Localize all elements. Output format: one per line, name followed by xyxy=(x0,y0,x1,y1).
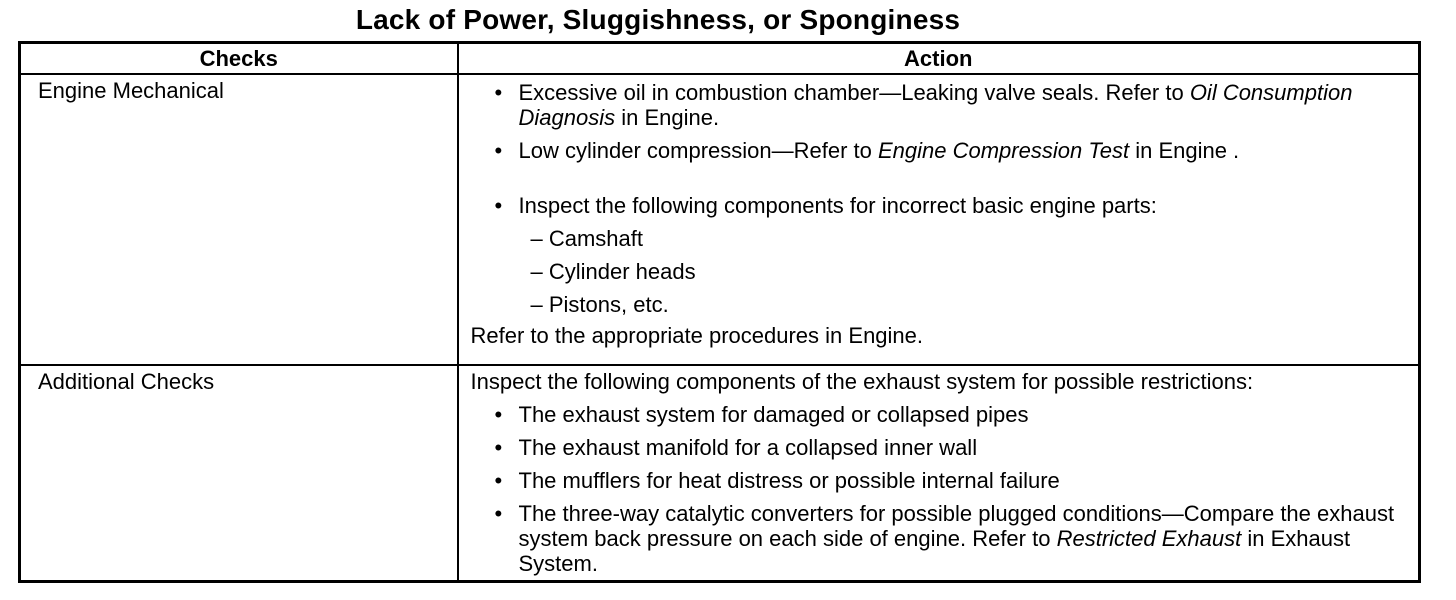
item-text: Inspect the following components for incorrect basic engine parts: xyxy=(518,193,1157,218)
bullet-icon: • xyxy=(494,402,503,427)
item-text: The three-way catalytic converters for possible plugged conditions—Compare the exhaust system back pressure on each side of engine. Refer to xyxy=(518,501,1395,551)
table-row xyxy=(20,74,1420,365)
item-text: Low cylinder compression—Refer to xyxy=(518,138,878,163)
table-header-row xyxy=(20,43,1420,75)
sub-item: – Camshaft xyxy=(530,226,643,251)
bullet-icon: • xyxy=(494,501,503,526)
list-item xyxy=(471,501,1409,576)
check-cell xyxy=(20,74,458,365)
item-text-suffix: in Engine. xyxy=(615,105,720,130)
item-text: The exhaust system for damaged or collapsed pipes xyxy=(518,402,1029,427)
sub-item: – Cylinder heads xyxy=(530,259,696,284)
checks-header: Checks xyxy=(20,43,458,75)
table-title: Lack of Power, Sluggishness, or Sponginess xyxy=(355,4,961,35)
action-header: Action xyxy=(458,43,1420,75)
check-label-additional-checks: Additional Checks xyxy=(38,369,215,394)
list-item xyxy=(471,435,1409,460)
list-item xyxy=(471,402,1409,427)
bullet-icon: • xyxy=(494,80,503,105)
list-item xyxy=(471,138,1409,163)
list-item xyxy=(471,80,1409,130)
item-text: Excessive oil in combustion chamber—Leaking valve seals. Refer to xyxy=(518,80,1190,105)
bullet-icon: • xyxy=(494,468,503,493)
item-reference: Restricted Exhaust xyxy=(1056,526,1242,551)
row-intro: Inspect the following components of the exhaust system for possible restrictions: xyxy=(470,369,1254,394)
list-item xyxy=(471,468,1409,493)
list-item xyxy=(471,193,1409,218)
diagnosis-table xyxy=(18,41,1421,583)
item-reference: Oil Consumption Diagnosis xyxy=(518,80,1353,130)
sub-item: – Pistons, etc. xyxy=(530,292,669,317)
table-row xyxy=(20,365,1420,582)
bullet-icon: • xyxy=(494,435,503,460)
action-cell xyxy=(458,365,1420,582)
check-cell xyxy=(20,365,458,582)
item-text-suffix: in Engine . xyxy=(1129,138,1240,163)
row-footer-note: Refer to the appropriate procedures in Engine. xyxy=(470,323,924,348)
item-text: The mufflers for heat distress or possible internal failure xyxy=(518,468,1060,493)
item-text: The exhaust manifold for a collapsed inner wall xyxy=(518,435,978,460)
action-cell xyxy=(458,74,1420,365)
bullet-icon: • xyxy=(494,193,503,218)
bullet-icon: • xyxy=(494,138,503,163)
item-reference: Engine Compression Test xyxy=(877,138,1130,163)
check-label-engine-mechanical: Engine Mechanical xyxy=(38,78,224,103)
item-text-suffix: in Exhaust System. xyxy=(518,526,1351,576)
